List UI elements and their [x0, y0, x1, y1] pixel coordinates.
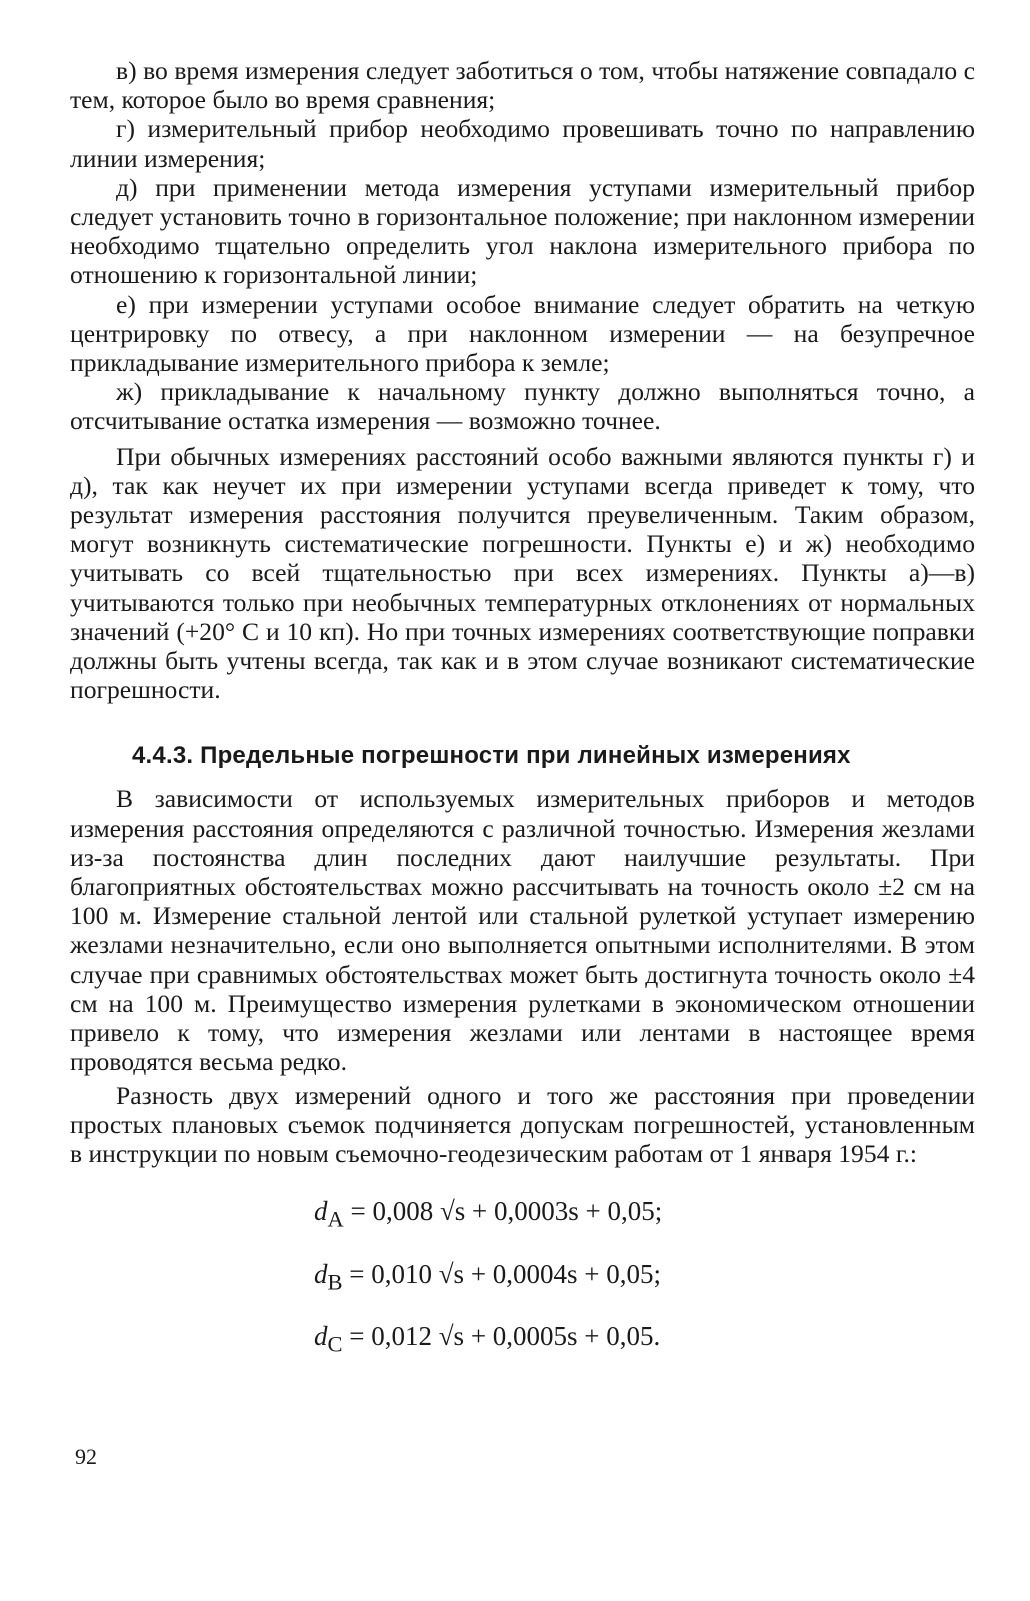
- formula-db: [314, 1247, 975, 1309]
- paragraph-tolerances: Разность двух измерений одного и того же расстояния при проведении простых плановых съемок подчиняется допускам погрешностей, установленным в инструкции по новым съемочно-геодезическим работам от 1 января 1954 г.:: [70, 1080, 975, 1168]
- formula-subscript: B: [327, 1268, 343, 1294]
- formula-subscript: C: [327, 1331, 343, 1357]
- section-heading: 4.4.3. Предельные погрешности при линейных измерениях: [132, 742, 851, 770]
- paragraph-systematic-errors: При обычных измерениях расстояний особо важными являются пункты г) и д), так как неучет их при измерении уступами всегда приведет к тому, что результат измерения расстояния получится преувеличенным. Таким образом, могут возникнуть систематические погрешности. Пункты е) и ж) необходимо учитывать со всей тщательностью при всех измерениях. Пункты а)—в) учитываются только при необычных температурных отклонениях от нормальных значений (+20° С и 10 кп). Но при точных измерениях соответствующие поправки должны быть учтены всегда, так как и в этом случае возникают систематические погрешности.: [70, 441, 975, 705]
- list-item-zh: ж) прикладывание к начальному пункту должно выполняться точно, а отсчитывание остатка измерения — возможно точнее.: [70, 377, 975, 436]
- list-item-g: г) измерительный прибор необходимо провешивать точно по направлению линии измерения;: [70, 114, 975, 173]
- page-number: 92: [75, 1444, 97, 1469]
- list-item-e: е) при измерении уступами особое внимание следует обратить на четкую центрировку по отвесу, а при наклонном измерении — на безупречное прикладывание измерительного прибора к земле;: [70, 289, 975, 378]
- formula-expression: = 0,010 √s + 0,0004s + 0,05;: [349, 1258, 662, 1289]
- list-item-v: в) во время измерения следует заботиться о том, чтобы натяжение совпадало с тем, которое было во время сравнения;: [70, 56, 975, 115]
- formula-expression: = 0,012 √s + 0,0005s + 0,05.: [349, 1320, 661, 1351]
- page-body: [70, 56, 975, 1556]
- formula-dc: [314, 1309, 975, 1371]
- formula-symbol: d: [314, 1258, 328, 1289]
- list-item-d: д) при применении метода измерения уступами измерительный прибор следует установить точно в горизонтальное положение; при наклонном измерении необходимо тщательно определить угол наклона измерительного прибора по отношению к горизонтальной линии;: [70, 172, 975, 290]
- paragraph-accuracy: В зависимости от используемых измерительных приборов и методов измерения расстояния определяются с различной точностью. Измерения жезлами из-за постоянства длин последних дают наилучшие результаты. При благоприятных обстоятельствах можно рассчитывать на точность около ±2 см на 100 м. Измерение стальной лентой или стальной рулеткой уступает измерению жезлами незначительно, если оно выполняется опытными исполнителями. В этом случае при сравнимых обстоятельствах может быть достигнута точность около ±4 см на 100 м. Преимущество измерения рулетками в экономическом отношении привело к тому, что измерения жезлами или лентами в настоящее время проводятся весьма редко.: [70, 784, 975, 1077]
- formula-symbol: d: [314, 1196, 328, 1227]
- formula-block: [314, 1184, 975, 1371]
- formula-subscript: A: [327, 1206, 344, 1232]
- formula-symbol: d: [314, 1320, 328, 1351]
- formula-expression: = 0,008 √s + 0,0003s + 0,05;: [350, 1196, 663, 1227]
- formula-da: [314, 1184, 975, 1246]
